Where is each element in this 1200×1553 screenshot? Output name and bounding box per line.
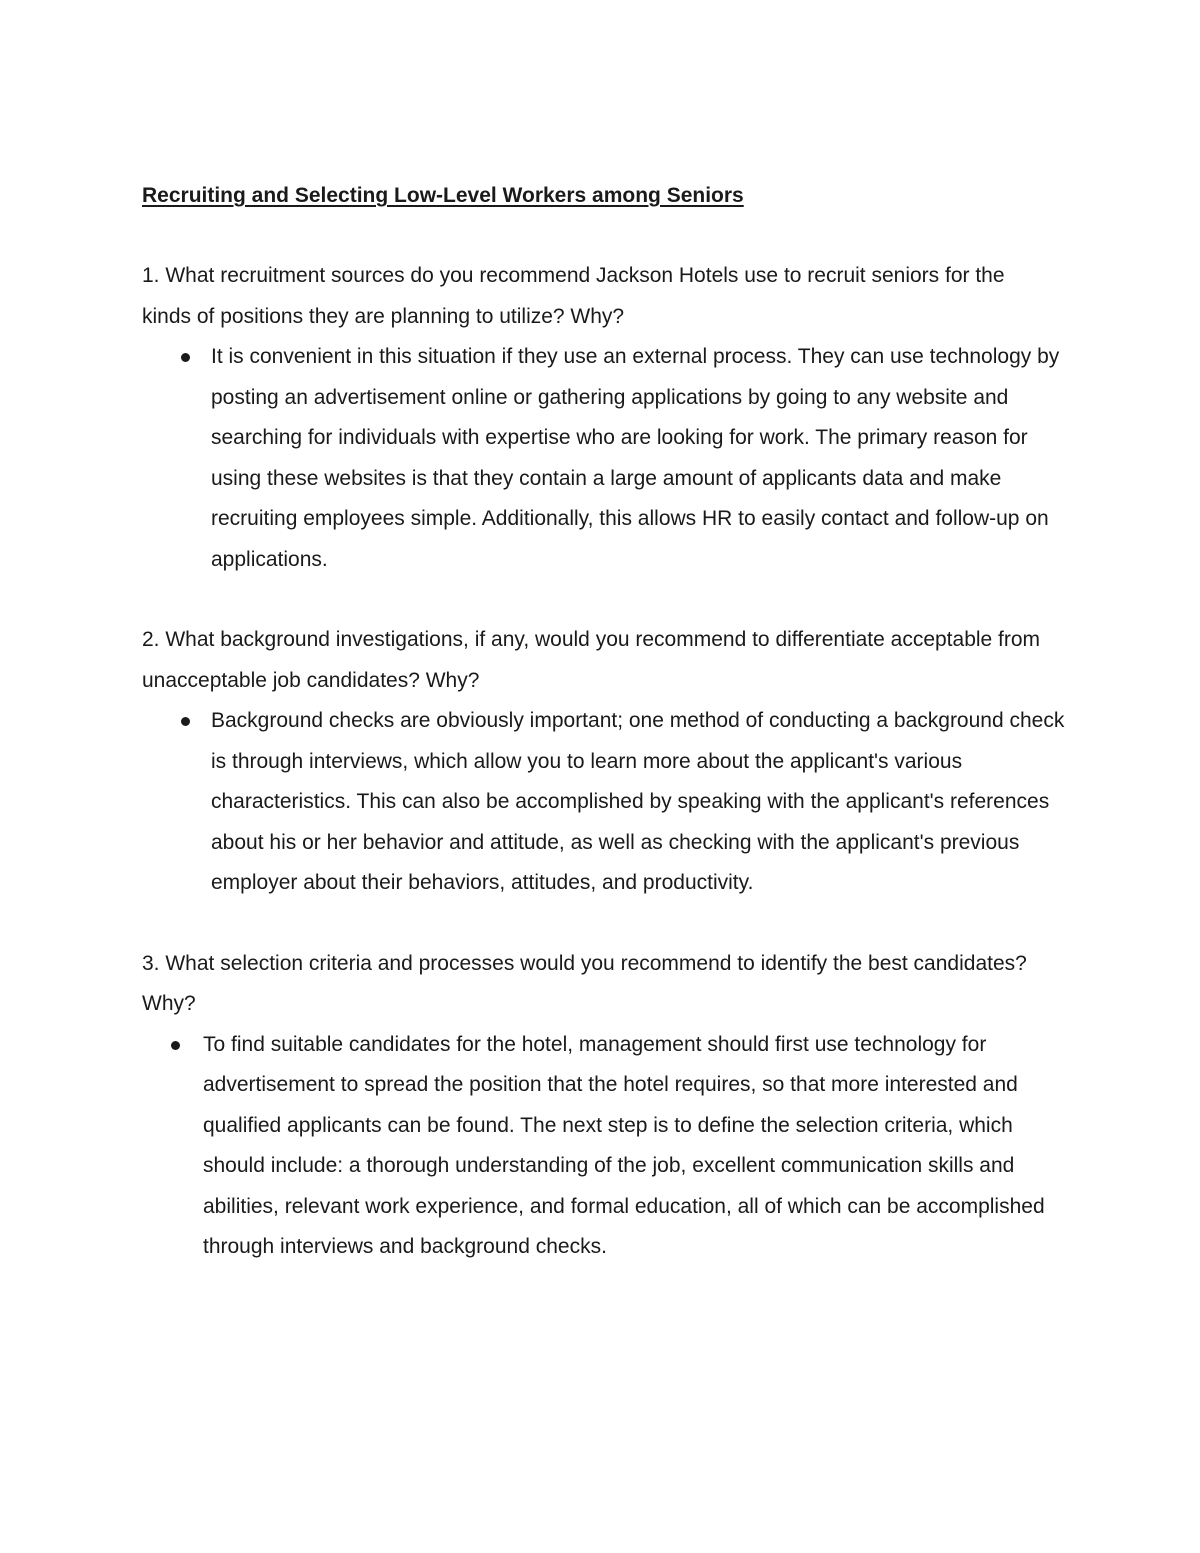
answer-item <box>142 701 1066 904</box>
question-text: 2. What background investigations, if any, would you recommend to differentiate acceptable from unacceptable job candidates? Why? <box>142 628 1041 692</box>
answer-text: It is convenient in this situation if they use an external process. They can use technology by posting an advertisement online or gathering applications by going to any website and searching for individuals with expertise who are looking for work. The primary reason for using these websites is that they contain a large amount of applicants data and make recruiting employees simple. Additionally, this allows HR to easily contact and follow-up on applications. <box>211 345 1060 571</box>
bullet-icon <box>181 353 190 362</box>
answer-list <box>142 701 1072 904</box>
question-block-2 <box>142 620 1072 904</box>
question-text: 3. What selection criteria and processes would you recommend to identify the best candidates? Why? <box>142 951 1027 1015</box>
answer-text: Background checks are obviously important; one method of conducting a background check is through interviews, which allow you to learn more about the applicant's various characteristics. This can also be accomplished by speaking with the applicant's references about his or her behavior and attitude, as well as checking with the applicant's previous employer about their behaviors, attitudes, and productivity. <box>211 709 1065 894</box>
document-title: Recruiting and Selecting Low-Level Workers among Seniors <box>142 184 744 207</box>
question-text: 1. What recruitment sources do you recommend Jackson Hotels use to recruit seniors for the kinds of positions they are planning to utilize? Why? <box>142 264 1005 328</box>
answer-list <box>142 337 1072 580</box>
answer-item <box>142 337 1066 580</box>
question-block-3 <box>142 944 1072 1268</box>
bullet-icon <box>181 717 190 726</box>
answer-item <box>142 1025 1058 1268</box>
answer-list <box>142 1025 1072 1268</box>
bullet-icon <box>171 1041 180 1050</box>
question-block-1 <box>142 256 1072 580</box>
document-page <box>142 176 1072 1268</box>
answer-text: To find suitable candidates for the hotel, management should first use technology for advertisement to spread the position that the hotel requires, so that more interested and qualified applicants can be found. The next step is to define the selection criteria, which should include: a thorough understanding of the job, excellent communication skills and abilities, relevant work experience, and formal education, all of which can be accomplished through interviews and background checks. <box>203 1032 1045 1258</box>
